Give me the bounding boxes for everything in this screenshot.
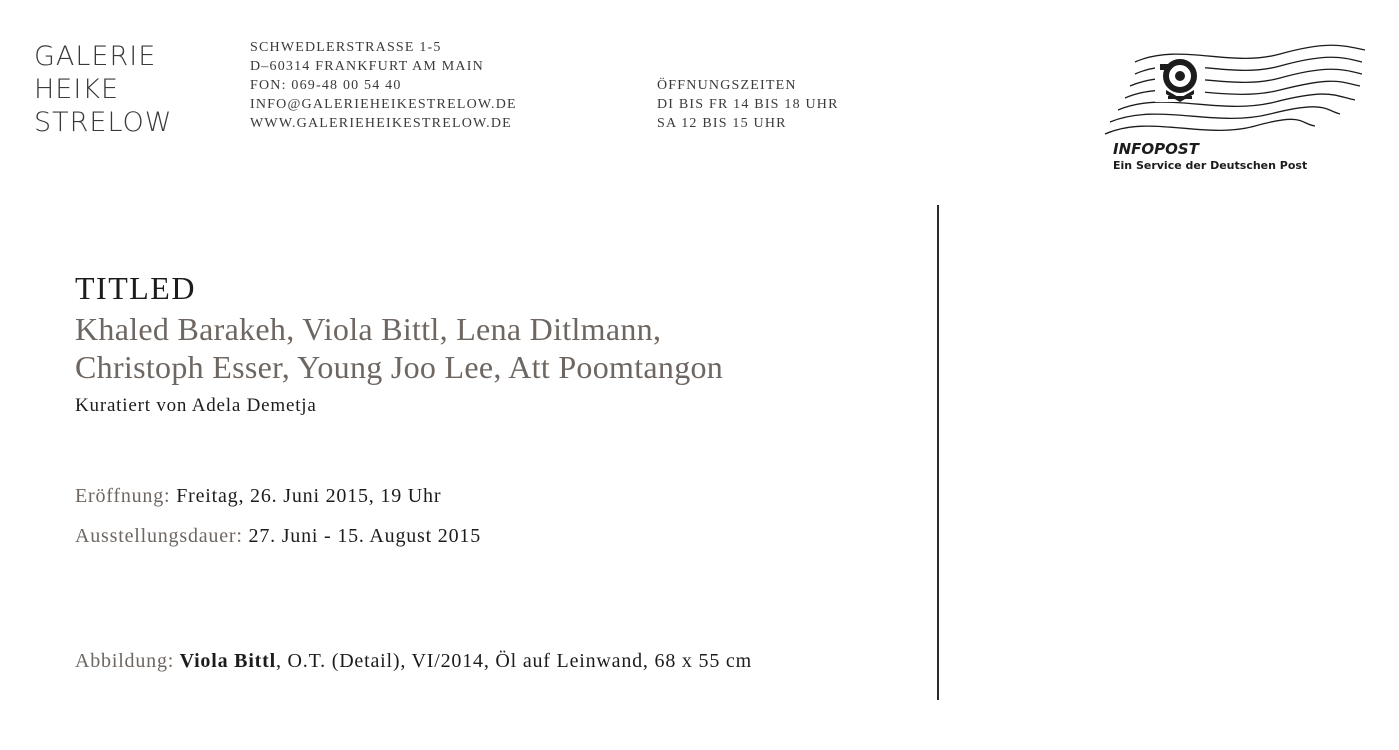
infopost-stamp — [1100, 40, 1370, 180]
hours-saturday: SA 12 BIS 15 UHR — [657, 116, 787, 131]
address-website[interactable]: WWW.GALERIEHEIKESTRELOW.DE — [250, 116, 512, 131]
address-email[interactable]: INFO@GALERIEHEIKESTRELOW.DE — [250, 97, 517, 112]
address-phone: FON: 069-48 00 54 40 — [250, 78, 402, 93]
logo-line-2: HEIKE — [34, 74, 120, 105]
opening-label: Eröffnung: — [75, 485, 171, 507]
address-divider — [937, 205, 939, 700]
duration-line — [75, 525, 481, 548]
infopost-title: INFOPOST — [1113, 140, 1199, 158]
image-credit-label: Abbildung: — [75, 650, 175, 672]
image-credit-artist: Viola Bittl — [174, 650, 276, 672]
artists-line-1: Khaled Barakeh, Viola Bittl, Lena Ditlmann, — [75, 311, 662, 347]
hours-heading: ÖFFNUNGSZEITEN — [657, 78, 797, 93]
infopost-subtitle: Ein Service der Deutschen Post — [1113, 159, 1308, 172]
opening-hours — [657, 76, 839, 133]
address-street: SCHWEDLERSTRASSE 1-5 — [250, 40, 442, 55]
artists-list — [75, 310, 723, 386]
logo-line-1: GALERIE — [34, 41, 157, 72]
image-credit-line — [75, 650, 752, 673]
curator-credit: Kuratiert von Adela Demetja — [75, 395, 317, 416]
opening-value: Freitag, 26. Juni 2015, 19 Uhr — [170, 485, 442, 507]
duration-label: Ausstellungsdauer: — [75, 525, 243, 547]
posthorn-icon — [1100, 40, 1370, 140]
artists-line-2: Christoph Esser, Young Joo Lee, Att Poomtangon — [75, 349, 724, 385]
opening-line — [75, 485, 441, 508]
address-city: D–60314 FRANKFURT AM MAIN — [250, 59, 484, 74]
logo-line-3: STRELOW — [34, 107, 173, 138]
gallery-address — [250, 38, 517, 133]
exhibition-title: TITLED — [75, 270, 196, 306]
gallery-logo — [34, 40, 172, 139]
duration-value: 27. Juni - 15. August 2015 — [242, 525, 481, 547]
image-credit-details: , O.T. (Detail), VI/2014, Öl auf Leinwand, 68 x 55 cm — [275, 650, 752, 672]
hours-weekdays: DI BIS FR 14 BIS 18 UHR — [657, 97, 839, 112]
